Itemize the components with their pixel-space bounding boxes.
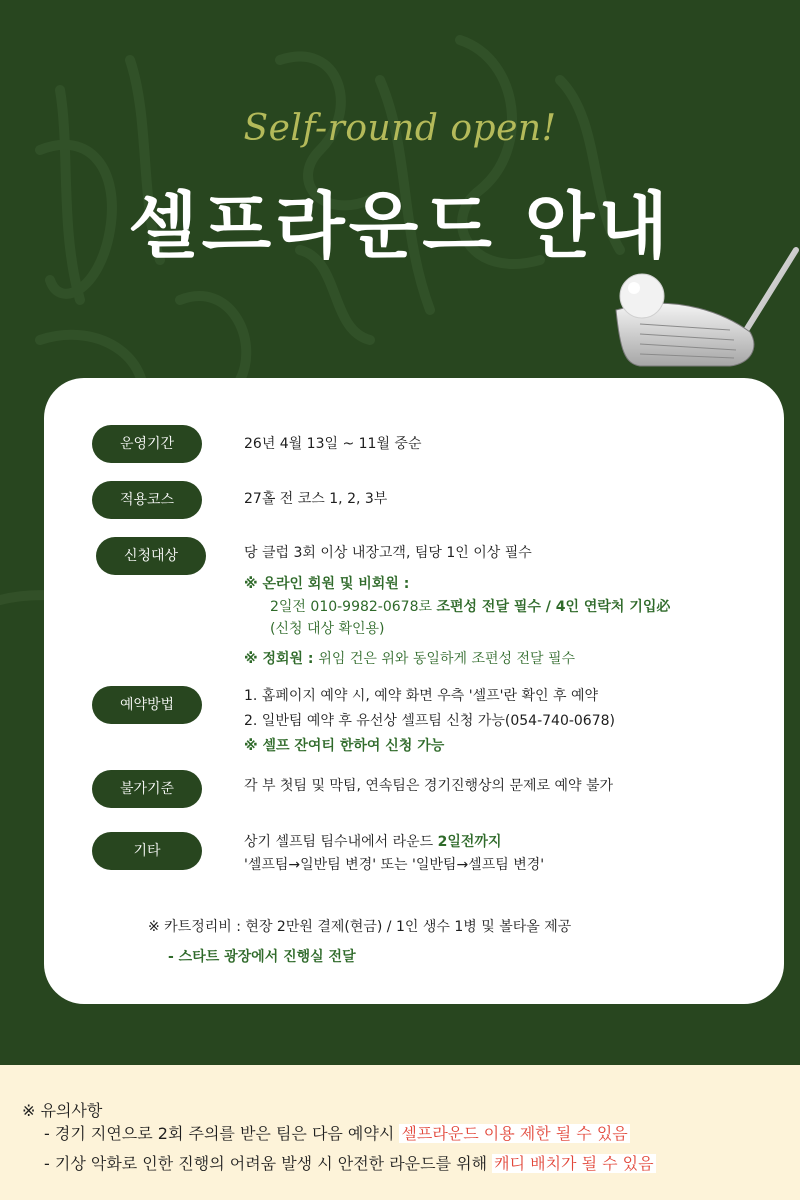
- page-title: 셀프라운드 안내: [128, 184, 672, 268]
- target-online-line2: (신청 대상 확인용): [270, 621, 385, 637]
- method-line1: 1. 홈페이지 예약 시, 예약 화면 우측 '셀프'란 확인 후 예약: [244, 688, 599, 704]
- course-value: 27홀 전 코스 1, 2, 3부: [244, 491, 388, 507]
- target-value: 당 클럽 3회 이상 내장고객, 팀당 1인 이상 필수: [244, 545, 532, 561]
- notice-title: ※ 유의사항: [22, 1101, 103, 1120]
- label-course: 적용코스: [92, 481, 202, 519]
- method-line2: 2. 일반팀 예약 후 유선상 셀프팀 신청 가능(054-740-0678): [244, 713, 615, 729]
- method-line3: ※ 셀프 잔여티 한하여 신청 가능: [244, 738, 445, 754]
- etc-line2: '셀프팀→일반팀 변경' 또는 '일반팀→셀프팀 변경': [244, 857, 545, 873]
- label-period: 운영기간: [92, 425, 202, 463]
- target-online-line1: 2일전 010-9982-0678로 조편성 전달 필수 / 4인 연락처 기입必: [270, 599, 671, 615]
- label-target: 신청대상: [96, 537, 206, 575]
- restriction-value: 각 부 첫팀 및 막팀, 연속팀은 경기진행상의 문제로 예약 불가: [244, 778, 614, 794]
- label-method: 예약방법: [92, 686, 202, 724]
- etc-line1: 상기 셀프팀 팀수내에서 라운드 2일전까지: [244, 834, 502, 850]
- info-card: [44, 378, 784, 1004]
- cart-line2: - 스타트 광장에서 진행실 전달: [168, 949, 356, 965]
- target-online-title: ※ 온라인 회원 및 비회원 :: [244, 576, 410, 592]
- subtitle: Self-round open!: [243, 108, 557, 149]
- golf-ball-icon: [620, 274, 664, 318]
- notice-line2: - 기상 악화로 인한 진행의 어려움 발생 시 안전한 라운드를 위해 캐디 배치가 될 수 있음: [44, 1154, 654, 1173]
- golf-club-icon: [600, 240, 800, 380]
- label-restriction: 불가기준: [92, 770, 202, 808]
- period-value: 26년 4월 13일 ~ 11월 중순: [244, 436, 422, 452]
- target-regular: ※ 정회원 : 위임 건은 위와 동일하게 조편성 전달 필수: [244, 651, 576, 667]
- label-etc: 기타: [92, 832, 202, 870]
- cart-line1: ※ 카트정리비 : 현장 2만원 결제(현금) / 1인 생수 1병 및 볼타올 제공: [148, 919, 572, 935]
- notice-line1: - 경기 지연으로 2회 주의를 받은 팀은 다음 예약시 셀프라운드 이용 제한 될 수 있음: [44, 1124, 628, 1143]
